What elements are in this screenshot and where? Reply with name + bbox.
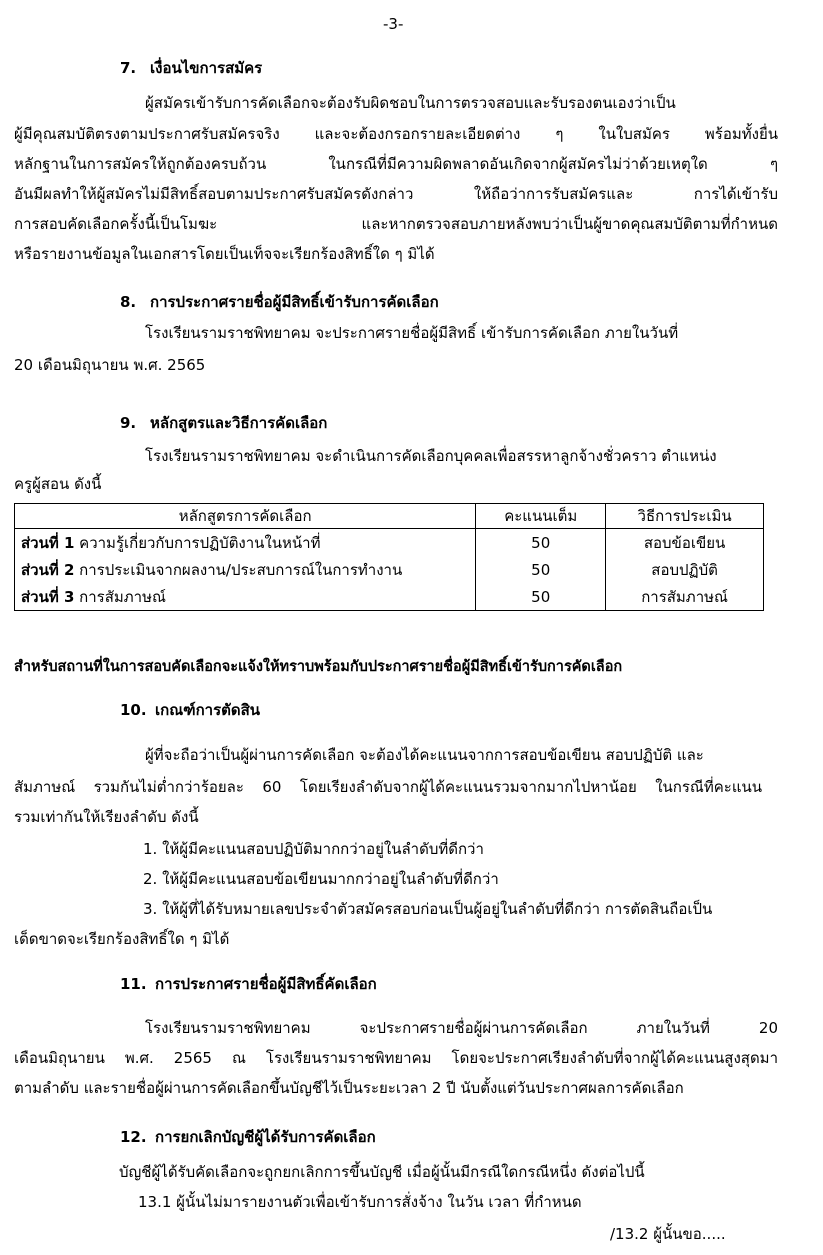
section-8-line-2: 20 เดือนมิถุนายน พ.ศ. 2565: [14, 356, 206, 374]
criteria-item-3-continued: เด็ดขาดจะเรียกร้องสิทธิ์ใด ๆ มิได้: [14, 930, 230, 948]
section-7-line-4: อันมีผลทำให้ผู้สมัครไม่มีสิทธิ์สอบตามประกาศรับสมัครดังกล่าว ให้ถือว่าการรับสมัครและ การได้เข้ารับ: [14, 185, 778, 203]
section-8-number: 8.: [120, 293, 137, 311]
header-method: วิธีการประเมิน: [606, 504, 764, 529]
section-12-number: 12.: [120, 1128, 147, 1146]
section-8-heading: [120, 292, 439, 312]
table-row: [15, 529, 764, 557]
row-2-part: ส่วนที่ 2: [21, 560, 75, 579]
section-11-heading: [120, 974, 377, 994]
row-2-method: สอบปฏิบัติ: [606, 556, 764, 583]
section-9-number: 9.: [120, 414, 137, 432]
section-9-line-1: โรงเรียนรามราชพิทยาคม จะดำเนินการคัดเลือกบุคคลเพื่อสรรหาลูกจ้างชั่วคราว ตำแหน่ง: [145, 447, 717, 465]
section-11-line-1: โรงเรียนรามราชพิทยาคม จะประกาศรายชื่อผู้ผ่านการคัดเลือก ภายในวันที่ 20: [145, 1019, 778, 1037]
row-3-desc: การสัมภาษณ์: [79, 587, 166, 606]
section-12-line-1: บัญชีผู้ได้รับคัดเลือกจะถูกยกเลิกการขึ้นบัญชี เมื่อผู้นั้นมีกรณีใดกรณีหนึ่ง ดังต่อไปนี้: [119, 1163, 645, 1181]
row-3-part: ส่วนที่ 3: [21, 587, 75, 606]
section-7-line-2: ผู้มีคุณสมบัติตรงตามประกาศรับสมัครจริง และจะต้องกรอกรายละเอียดต่าง ๆ ในใบสมัคร พร้อมทั้งยื่น: [14, 125, 778, 143]
section-9-heading: [120, 413, 327, 433]
section-11-title: การประกาศรายชื่อผู้มีสิทธิ์คัดเลือก: [155, 975, 377, 993]
section-10-number: 10.: [120, 701, 147, 719]
section-10-heading: [120, 700, 260, 720]
section-7-line-6: หรือรายงานข้อมูลในเอกสารโดยเป็นเท็จจะเรียกร้องสิทธิ์ใด ๆ มิได้: [14, 245, 435, 263]
exam-location-note: สำหรับสถานที่ในการสอบคัดเลือกจะแจ้งให้ทราบพร้อมกับประกาศรายชื่อผู้มีสิทธิ์เข้ารับการคัดเลือก: [14, 659, 623, 675]
section-10-title: เกณฑ์การตัดสิน: [155, 701, 261, 719]
row-1-part: ส่วนที่ 1: [21, 533, 75, 552]
section-8-line-1: โรงเรียนรามราชพิทยาคม จะประกาศรายชื่อผู้มีสิทธิ์ เข้ารับการคัดเลือก ภายในวันที่: [145, 324, 679, 342]
criteria-item-2: 2. ให้ผู้มีคะแนนสอบข้อเขียนมากกว่าอยู่ในลำดับที่ดีกว่า: [143, 870, 499, 888]
selection-criteria-table: [14, 503, 764, 611]
section-7-line-3: หลักฐานในการสมัครให้ถูกต้องครบถ้วน ในกรณีที่มีความผิดพลาดอันเกิดจากผู้สมัครไม่ว่าด้วยเหตุใด ๆ: [14, 155, 778, 173]
row-2-desc: การประเมินจากผลงาน/ประสบการณ์ในการทำงาน: [79, 560, 403, 579]
header-course: หลักสูตรการคัดเลือก: [15, 504, 476, 529]
page-number: -3-: [383, 15, 404, 33]
row-2-course: [15, 556, 476, 583]
header-full-score: คะแนนเต็ม: [476, 504, 606, 529]
row-2-score: 50: [476, 556, 606, 583]
row-1-score: 50: [476, 529, 606, 557]
section-12-heading: [120, 1127, 376, 1147]
table-row: [15, 583, 764, 611]
row-1-method: สอบข้อเขียน: [606, 529, 764, 557]
row-3-score: 50: [476, 583, 606, 611]
section-10-line-1: ผู้ที่จะถือว่าเป็นผู้ผ่านการคัดเลือก จะต้องได้คะแนนจากการสอบข้อเขียน สอบปฏิบัติ และ: [145, 746, 704, 764]
criteria-item-3: 3. ให้ผู้ที่ได้รับหมายเลขประจำตัวสมัครสอบก่อนเป็นผู้อยู่ในลำดับที่ดีกว่า การตัดสินถือเป็น: [143, 900, 713, 918]
row-1-course: [15, 529, 476, 557]
section-9-title: หลักสูตรและวิธีการคัดเลือก: [150, 414, 328, 432]
table-header-row: [15, 504, 764, 529]
section-7-number: 7.: [120, 59, 137, 77]
section-12-line-2: 13.1 ผู้นั้นไม่มารายงานตัวเพื่อเข้ารับการสั่งจ้าง ในวัน เวลา ที่กำหนด: [138, 1193, 582, 1211]
row-3-course: [15, 583, 476, 611]
row-3-method: การสัมภาษณ์: [606, 583, 764, 611]
section-7-title: เงื่อนไขการสมัคร: [150, 59, 263, 77]
section-10-line-3: รวมเท่ากันให้เรียงลำดับ ดังนี้: [14, 808, 199, 826]
section-11-line-2: เดือนมิถุนายน พ.ศ. 2565 ณ โรงเรียนรามราชพิทยาคม โดยจะประกาศเรียงลำดับที่จากผู้ได้คะแนนสูงสุดมา: [14, 1049, 778, 1067]
section-7-line-1: ผู้สมัครเข้ารับการคัดเลือกจะต้องรับผิดชอบในการตรวจสอบและรับรองตนเองว่าเป็น: [145, 94, 676, 112]
section-10-line-2: สัมภาษณ์ รวมกันไม่ต่ำกว่าร้อยละ 60 โดยเรียงลำดับจากผู้ได้คะแนนรวมจากมากไปหาน้อย ในกรณีที่คะแนน: [14, 778, 762, 796]
section-9-line-2: ครูผู้สอน ดังนี้: [14, 475, 102, 493]
section-12-title: การยกเลิกบัญชีผู้ได้รับการคัดเลือก: [155, 1128, 376, 1146]
criteria-item-1: 1. ให้ผู้มีคะแนนสอบปฏิบัติมากกว่าอยู่ในลำดับที่ดีกว่า: [143, 840, 484, 858]
section-11-line-3: ตามลำดับ และรายชื่อผู้ผ่านการคัดเลือกขึ้นบัญชีไว้เป็นระยะเวลา 2 ปี นับตั้งแต่วันประกาศผลการคัดเลือก: [14, 1079, 684, 1097]
section-7-line-5: การสอบคัดเลือกครั้งนี้เป็นโมฆะ และหากตรวจสอบภายหลังพบว่าเป็นผู้ขาดคุณสมบัติตามที่กำหนด: [14, 215, 778, 233]
table-row: [15, 556, 764, 583]
section-8-title: การประกาศรายชื่อผู้มีสิทธิ์เข้ารับการคัดเลือก: [150, 293, 439, 311]
section-11-number: 11.: [120, 975, 147, 993]
page-continuation: /13.2 ผู้นั้นขอ.....: [610, 1225, 726, 1243]
row-1-desc: ความรู้เกี่ยวกับการปฏิบัติงานในหน้าที่: [79, 533, 321, 552]
section-7-heading: [120, 58, 262, 78]
